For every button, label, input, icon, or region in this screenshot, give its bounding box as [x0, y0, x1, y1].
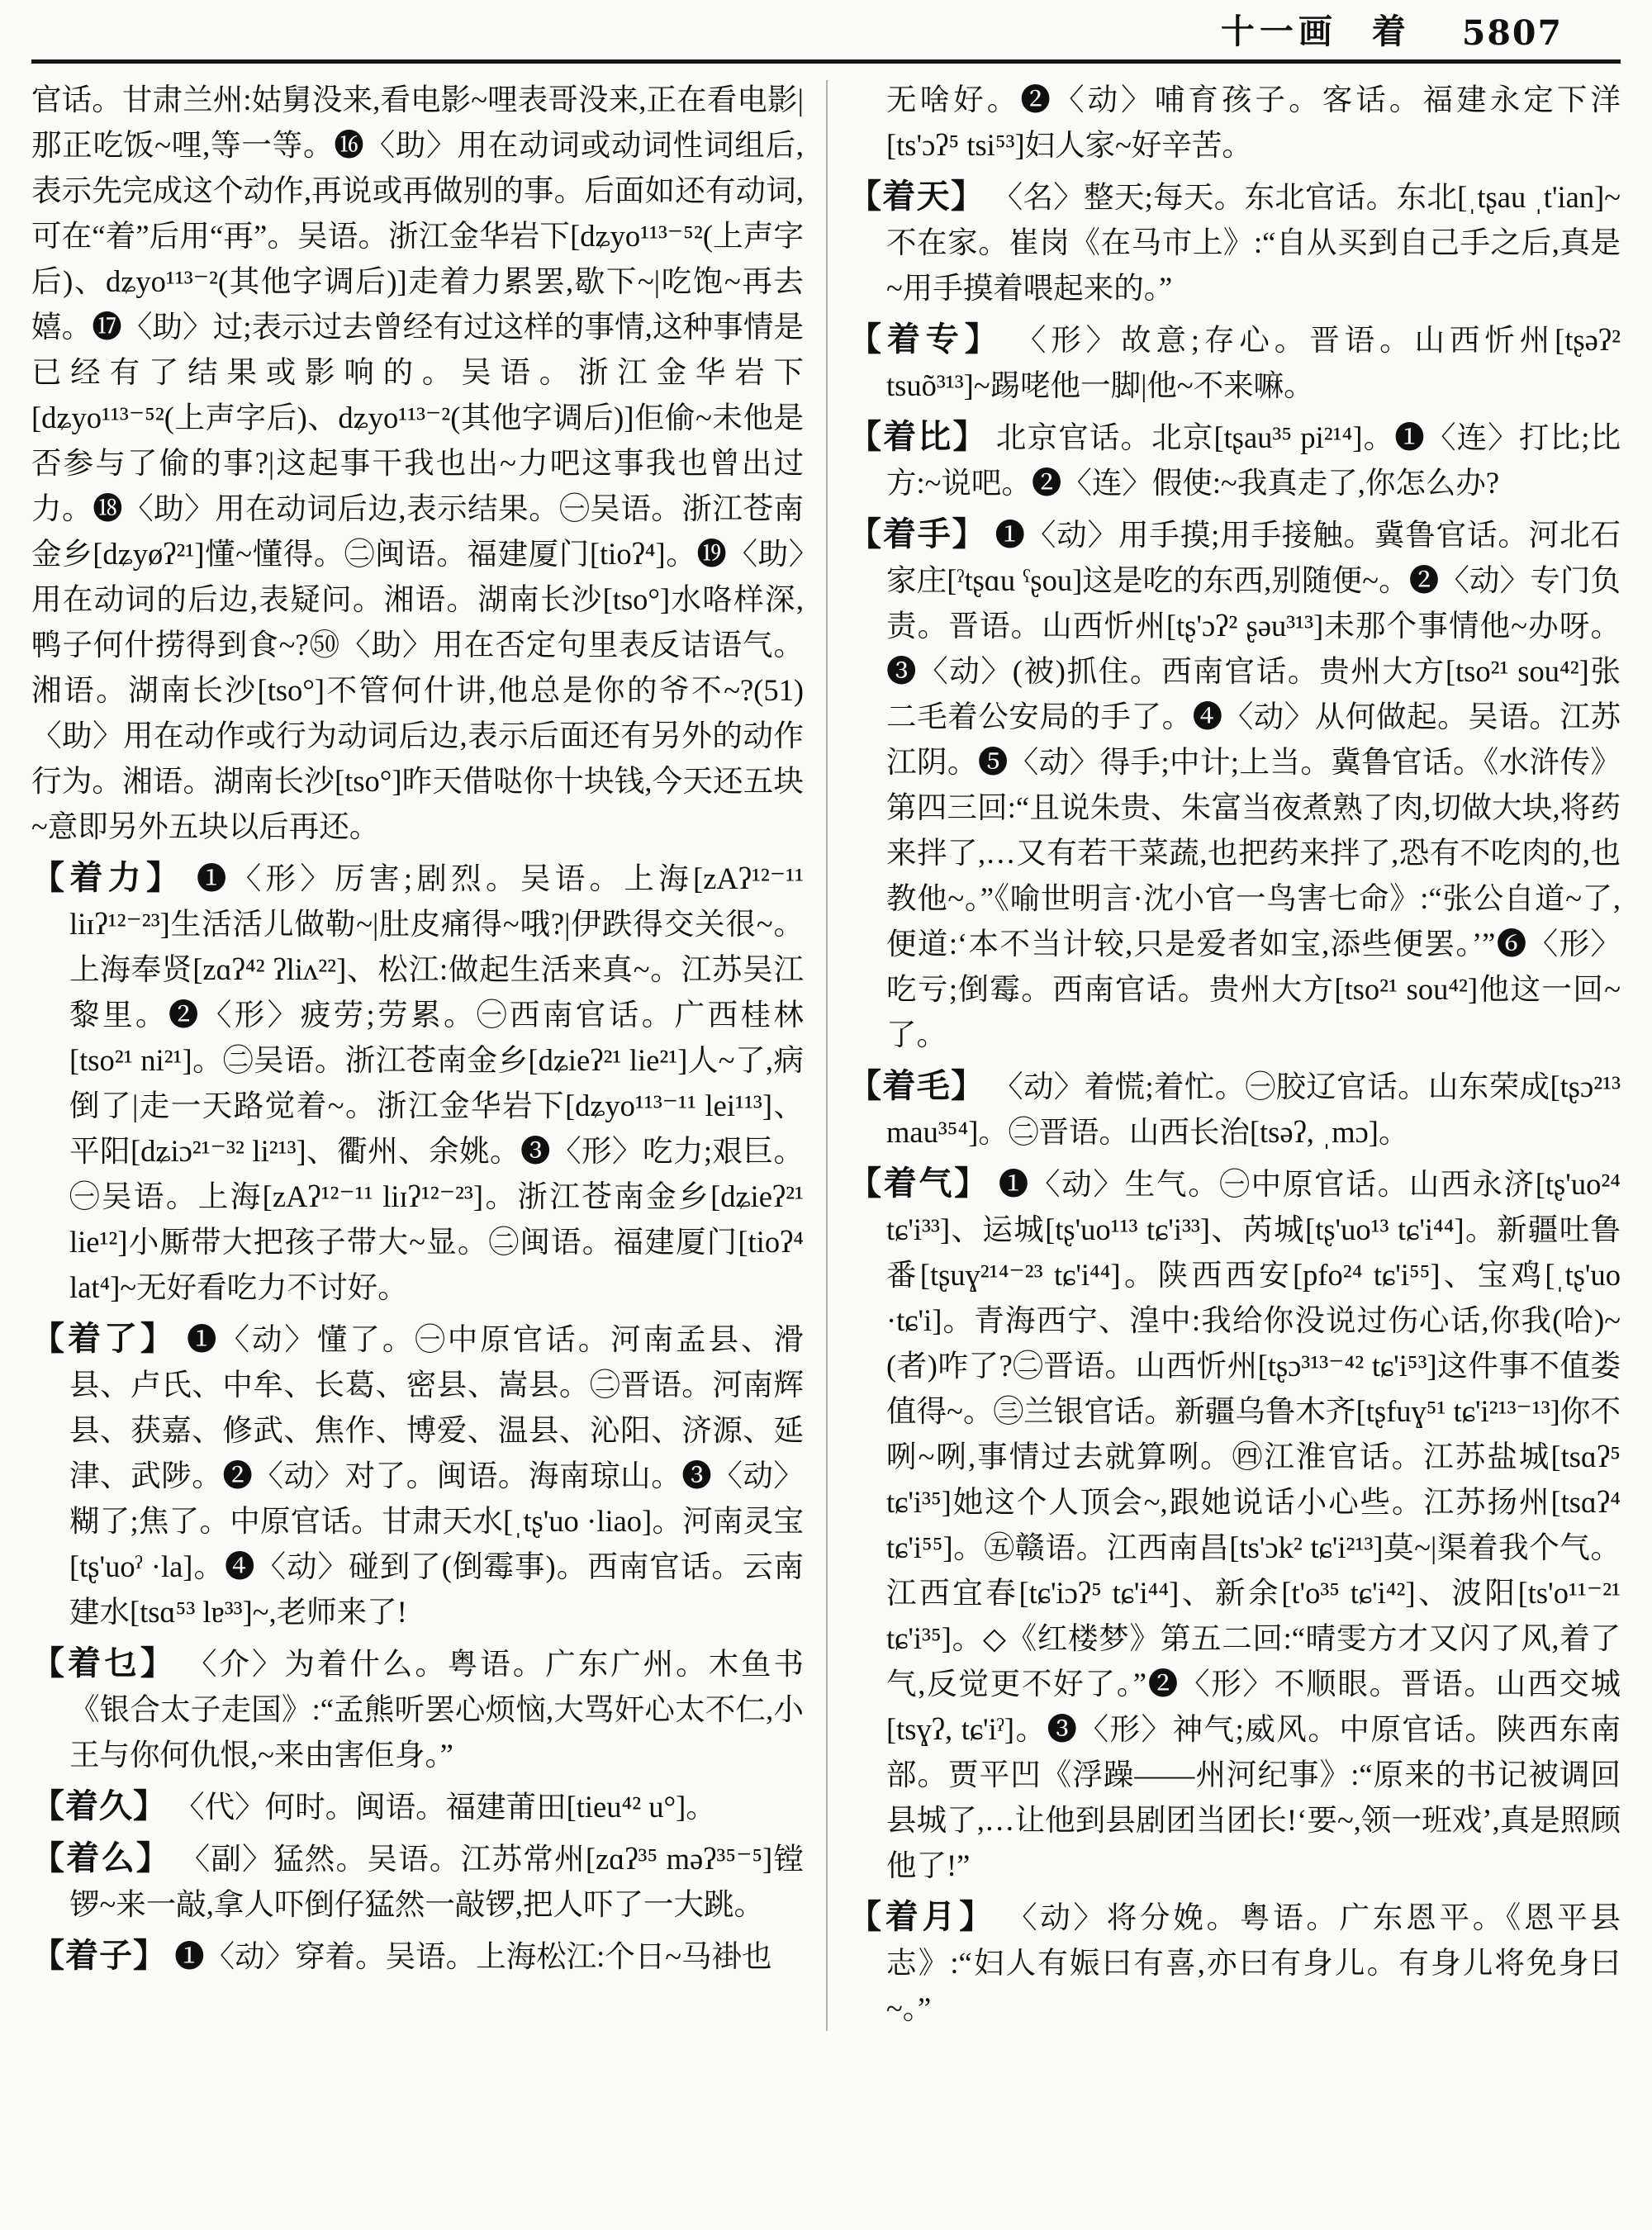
page-header: [31, 7, 1621, 53]
entry-body: ❶〈动〉生气。㊀中原官话。山西永济[tʂ'uo²⁴ tɕ'i³³]、运城[tʂ'uo¹¹³ tɕ'i³³]、芮城[tʂ'uo¹³ tɕ'i⁴⁴]。新疆吐鲁番[tʂuɣ²¹⁴⁻²³ tɕ'i⁴⁴]。陕西西安[pfo²⁴ tɕ'i⁵⁵]、宝鸡[ˌtʂ'uo ·tɕ'i]。青海西宁、湟中:我给你没说过伤心话,你我(哈)~(者)咋了?㊁晋语。山西忻州[tʂɔ³¹³⁻⁴² tɕ'i⁵³]这件事不值娄值得~。㊂兰银官话。新疆乌鲁木齐[tʂfuɣ⁵¹ tɕ'i²¹³⁻¹³]你不咧~咧,事情过去就算咧。㊃江淮官话。江苏盐城[tsɑʔ⁵ tɕ'i³⁵]她这个人顶会~,跟她说话小心些。江苏扬州[tsɑʔ⁴ tɕ'i⁵⁵]。㊄赣语。江西南昌[ts'ɔk² tɕ'i²¹³]莫~|渠着我个气。江西宜春[tɕ'iɔʔ⁵ tɕ'i⁴⁴]、新余[t'o³⁵ tɕ'i⁴²]、波阳[ts'o¹¹⁻²¹ tɕ'i³⁵]。◇《红楼梦》第五二回:“晴雯方才又闪了风,着了气,反觉更不好了。”❷〈形〉不顺眼。晋语。山西交城[tsɣʔ, tɕ'iˀ]。❸〈形〉神气;威风。中原官话。陕西东南部。贾平凹《浮躁——州河纪事》:“原来的书记被调回县城了,…让他到县剧团当团长!‘要~,领一班戏’,真是照顾他了!”: [886, 1167, 1621, 1882]
entry-body: 〈形〉故意;存心。晋语。山西忻州[tʂəʔ² tsuõ³¹³]~踢咾他一脚|他~不来嘛。: [886, 323, 1621, 402]
entry-zhuo-shou: [848, 511, 1621, 1057]
entry-body: 〈代〉何时。闽语。福建莆田[tieu⁴² u°]。: [174, 1790, 716, 1824]
left-column: [31, 77, 804, 2031]
entry-zhuo-zhuan: [848, 316, 1621, 408]
entry-zhuo-me: [31, 1835, 804, 1927]
entry-body: 〈动〉将分娩。粤语。广东恩平。《恩平县志》:“妇人有娠曰有喜,亦曰有身儿。有身儿将免身曰~。”: [886, 1900, 1621, 2025]
entry-zhuo-qi: [848, 1160, 1621, 1888]
entry-headword: 【着天】: [848, 178, 985, 215]
page-number: 5807: [1461, 13, 1563, 53]
head-character: 着: [1371, 12, 1406, 50]
entry-zhuo-bi: [848, 414, 1621, 505]
entry-headword: 【着比】: [848, 418, 988, 455]
entry-zhuo-mie: [31, 1640, 804, 1777]
entry-headword: 【着乜】: [31, 1644, 177, 1682]
entry-zhuo-li: [31, 855, 804, 1310]
text-columns: [31, 64, 1621, 2031]
entry-zhuo-zi-continuation: 无啥好。❷〈动〉哺育孩子。客话。福建永定下洋[ts'ɔʔ⁵ tsi⁵³]妇人家~好辛苦。: [886, 83, 1621, 162]
entry-body: 〈名〉整天;每天。东北官话。东北[ˌtʂau ˌt'ian]~不在家。崔岗《在马市上》:“自从买到自己手之后,真是~用手摸着喂起来的。”: [886, 180, 1621, 305]
entry-headword: 【着月】: [848, 1898, 997, 1935]
entry-body: 〈介〉为着什么。粤语。广东广州。木鱼书《银合太子走国》:“孟熊听罢心烦恼,大骂奸心太不仁,小王与你何仇恨,~来由害佢身。”: [69, 1647, 805, 1772]
entry-body: ❶〈动〉穿着。吴语。上海松江:个日~马褂也: [174, 1939, 772, 1973]
entry-zhuo-tian: [848, 173, 1621, 311]
entry-zhuo-le: [31, 1316, 804, 1635]
entry-body: 〈副〉猛然。吴语。江苏常州[zɑʔ³⁵ məʔ³⁵⁻⁵]镗锣~来一敲,拿人吓倒仔猛然一敲锣,把人吓了一大跳。: [69, 1842, 805, 1921]
entry-headword: 【着气】: [848, 1165, 990, 1202]
entry-body: 北京官话。北京[tʂau³⁵ pi²¹⁴]。❶〈连〉打比;比方:~说吧。❷〈连〉假使:~我真走了,你怎么办?: [886, 420, 1621, 500]
entry-headword: 【着子】: [31, 1937, 167, 1974]
entry-headword: 【着毛】: [848, 1067, 985, 1104]
column-divider: [826, 80, 828, 2031]
entry-headword: 【着专】: [848, 320, 1004, 358]
entry-headword: 【着力】: [31, 859, 185, 896]
entry-headword: 【着了】: [31, 1320, 177, 1357]
entry-zhuo-zi: [31, 1933, 804, 1979]
entry-body: 〈动〉着慌;着忙。㊀胶辽官话。山东荣成[tʂɔ²¹³ mau³⁵⁴]。㊁晋语。山西长治[tsəʔ, ˌmɔ]。: [886, 1070, 1621, 1149]
continued-definition-paragraph: 官话。甘肃兰州:姑舅没来,看电影~哩表哥没来,正在看电影|那正吃饭~哩,等一等。⓰〈助〉用在动词或动词性词组后,表示先完成这个动作,再说或再做别的事。后面如还有动词,可在“着”后用“再”。吴语。浙江金华岩下[dʑyo¹¹³⁻⁵²(上声字后)、dʑyo¹¹³⁻²(其他字调后)]走着力累罢,歇下~|吃饱~再去嬉。⓱〈助〉过;表示过去曾经有过这样的事情,这种事情是已经有了结果或影响的。吴语。浙江金华岩下[dʑyo¹¹³⁻⁵²(上声字后)、dʑyo¹¹³⁻²(其他字调后)]佢偷~未他是否参与了偷的事?|这起事干我也出~力吧这事我也曾出过力。⓲〈助〉用在动词后边,表示结果。㊀吴语。浙江苍南金乡[dʑyøʔ²¹]懂~懂得。㊁闽语。福建厦门[tioʔ⁴]。⓳〈助〉用在动词的后边,表疑问。湘语。湖南长沙[tso°]水咯样深,鸭子何什捞得到食~?㊿〈助〉用在否定句里表反诘语气。湘语。湖南长沙[tso°]不管何什讲,他总是你的爷不~?(51)〈助〉用在动作或行为动词后边,表示后面还有另外的动作行为。湘语。湖南长沙[tso°]昨天借哒你十块钱,今天还五块~意即另外五块以后再还。: [31, 83, 804, 843]
entry-body: ❶〈动〉用手摸;用手接触。冀鲁官话。河北石家庄[ˀtʂɑu ˁʂou]这是吃的东西,别随便~。❷〈动〉专门负责。晋语。山西忻州[tʂ'ɔʔ² ʂəu³¹³]未那个事情他~办呀。❸〈动〉(被)抓住。西南官话。贵州大方[tso²¹ sou⁴²]张二毛着公安局的手了。❹〈动〉从何做起。吴语。江苏江阴。❺〈动〉得手;中计;上当。冀鲁官话。《水浒传》第四三回:“且说朱贵、朱富当夜煮熟了肉,切做大块,将药来拌了,…又有若干菜蔬,也把药来拌了,恐有不吃肉的,也教他~。”《喻世明言·沈小官一鸟害七命》:“张公自道~了,便道:‘本不当计较,只是爱者如宝,添些便罢。’”❻〈形〉吃亏;倒霉。西南官话。贵州大方[tso²¹ sou⁴²]他这一回~了。: [886, 518, 1621, 1051]
entry-zhuo-mao: [848, 1063, 1621, 1155]
entry-body: ❶〈动〉懂了。㊀中原官话。河南孟县、滑县、卢氏、中牟、长葛、密县、嵩县。㊁晋语。河南辉县、获嘉、修武、焦作、博爱、温县、沁阳、济源、延津、武陟。❷〈动〉对了。闽语。海南琼山。❸〈动〉糊了;焦了。中原官话。甘肃天水[ˌtʂ'uo ·liao]。河南灵宝[tʂ'uoˀ ·la]。❹〈动〉碰到了(倒霉事)。西南官话。云南建水[tsɑ⁵³ lɐ³³]~,老师来了!: [69, 1322, 805, 1629]
stroke-count-section: 十一画: [1220, 12, 1337, 50]
entry-headword: 【着手】: [848, 515, 987, 553]
entry-zhuo-yue: [848, 1894, 1621, 2031]
entry-headword: 【着么】: [31, 1839, 172, 1877]
entry-zhuo-jiu: [31, 1783, 804, 1829]
entry-headword: 【着久】: [31, 1787, 167, 1824]
right-column: [848, 77, 1621, 2031]
entry-body: ❶〈形〉厉害;剧烈。吴语。上海[zAʔ¹²⁻¹¹ liɪʔ¹²⁻²³]生活活儿做勒~|肚皮痛得~哦?|伊跌得交关很~。上海奉贤[zɑʔ⁴² ʔliʌ²²]、松江:做起生活来真~。江苏吴江黎里。❷〈形〉疲劳;劳累。㊀西南官话。广西桂林[tso²¹ ni²¹]。㊁吴语。浙江苍南金乡[dʑieʔ²¹ lie²¹]人~了,病倒了|走一天路觉着~。浙江金华岩下[dʑyo¹¹³⁻¹¹ lei¹¹³]、平阳[dʑiɔ²¹⁻³² li²¹³]、衢州、余姚。❸〈形〉吃力;艰巨。㊀吴语。上海[zAʔ¹²⁻¹¹ liɪʔ¹²⁻²³]。浙江苍南金乡[dʑieʔ²¹ lie¹²]小厮带大把孩子带大~显。㊁闽语。福建厦门[tioʔ⁴ lat⁴]~无好看吃力不讨好。: [69, 861, 805, 1304]
